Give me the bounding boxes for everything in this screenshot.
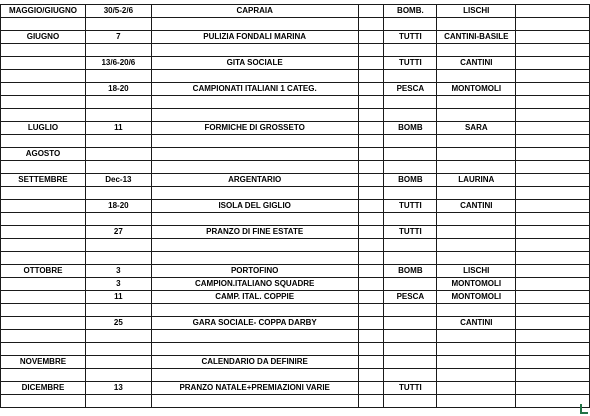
empty-cell[interactable] (516, 213, 590, 226)
month-cell[interactable]: OTTOBRE (1, 265, 86, 278)
date-cell[interactable]: 13/6-20/6 (85, 57, 151, 70)
event-cell[interactable]: PORTOFINO (151, 265, 358, 278)
blank-cell[interactable] (358, 161, 384, 174)
blank-cell[interactable] (358, 18, 384, 31)
table-row (1, 31, 590, 44)
date-cell[interactable]: 3 (85, 265, 151, 278)
month-cell[interactable] (1, 343, 86, 356)
lead-cell[interactable]: MONTOMOLI (437, 291, 516, 304)
calendar-grid (0, 4, 590, 408)
event-cell[interactable]: CAMPIONATI ITALIANI 1 CATEG. (151, 83, 358, 96)
empty-cell[interactable] (516, 148, 590, 161)
blank-cell[interactable] (358, 278, 384, 291)
event-cell[interactable] (151, 304, 358, 317)
event-cell[interactable]: CAMPION.ITALIANO SQUADRE (151, 278, 358, 291)
table-row (1, 5, 590, 18)
lead-cell[interactable]: CANTINI (437, 317, 516, 330)
event-cell[interactable]: ISOLA DEL GIGLIO (151, 200, 358, 213)
empty-cell[interactable] (516, 304, 590, 317)
event-cell[interactable]: PRANZO DI FINE ESTATE (151, 226, 358, 239)
date-cell[interactable]: 11 (85, 122, 151, 135)
lead-cell[interactable] (437, 226, 516, 239)
group-cell[interactable] (384, 109, 437, 122)
date-cell[interactable] (85, 148, 151, 161)
group-cell[interactable] (384, 278, 437, 291)
empty-cell[interactable] (516, 109, 590, 122)
month-cell[interactable] (1, 239, 86, 252)
lead-cell[interactable] (437, 135, 516, 148)
event-cell[interactable]: PULIZIA FONDALI MARINA (151, 31, 358, 44)
month-cell[interactable]: LUGLIO (1, 122, 86, 135)
table-row (1, 96, 590, 109)
group-cell[interactable] (384, 343, 437, 356)
lead-cell[interactable]: CANTINI-BASILE (437, 31, 516, 44)
event-cell[interactable] (151, 239, 358, 252)
blank-cell[interactable] (358, 70, 384, 83)
table-row (1, 382, 590, 395)
table-row (1, 369, 590, 382)
group-cell[interactable]: PESCA (384, 83, 437, 96)
date-cell[interactable]: 13 (85, 382, 151, 395)
lead-cell[interactable] (437, 161, 516, 174)
group-cell[interactable] (384, 70, 437, 83)
table-row (1, 239, 590, 252)
lead-cell[interactable] (437, 343, 516, 356)
table-row (1, 278, 590, 291)
blank-cell[interactable] (358, 369, 384, 382)
empty-cell[interactable] (516, 187, 590, 200)
date-cell[interactable]: 11 (85, 291, 151, 304)
month-cell[interactable] (1, 200, 86, 213)
month-cell[interactable]: NOVEMBRE (1, 356, 86, 369)
lead-cell[interactable]: MONTOMOLI (437, 83, 516, 96)
lead-cell[interactable] (437, 356, 516, 369)
group-cell[interactable]: TUTTI (384, 382, 437, 395)
empty-cell[interactable] (516, 200, 590, 213)
table-row (1, 148, 590, 161)
empty-cell[interactable] (516, 96, 590, 109)
empty-cell[interactable] (516, 369, 590, 382)
blank-cell[interactable] (358, 5, 384, 18)
blank-cell[interactable] (358, 265, 384, 278)
lead-cell[interactable] (437, 213, 516, 226)
blank-cell[interactable] (358, 174, 384, 187)
group-cell[interactable] (384, 330, 437, 343)
date-cell[interactable] (85, 44, 151, 57)
month-cell[interactable] (1, 109, 86, 122)
lead-cell[interactable] (437, 304, 516, 317)
blank-cell[interactable] (358, 57, 384, 70)
event-cell[interactable]: CAPRAIA (151, 5, 358, 18)
table-row (1, 57, 590, 70)
lead-cell[interactable] (437, 330, 516, 343)
table-row (1, 200, 590, 213)
event-cell[interactable] (151, 343, 358, 356)
group-cell[interactable] (384, 304, 437, 317)
event-cell[interactable]: GITA SOCIALE (151, 57, 358, 70)
table-row (1, 291, 590, 304)
table-row (1, 252, 590, 265)
event-cell[interactable] (151, 109, 358, 122)
empty-cell[interactable] (516, 161, 590, 174)
table-row (1, 187, 590, 200)
lead-cell[interactable] (437, 96, 516, 109)
empty-cell[interactable] (516, 382, 590, 395)
empty-cell[interactable] (516, 226, 590, 239)
month-cell[interactable] (1, 70, 86, 83)
month-cell[interactable] (1, 395, 86, 408)
group-cell[interactable]: TUTTI (384, 31, 437, 44)
empty-cell[interactable] (516, 83, 590, 96)
date-cell[interactable]: 3 (85, 278, 151, 291)
blank-cell[interactable] (358, 382, 384, 395)
date-cell[interactable] (85, 187, 151, 200)
lead-cell[interactable]: LISCHI (437, 265, 516, 278)
group-cell[interactable]: TUTTI (384, 200, 437, 213)
date-cell[interactable] (85, 18, 151, 31)
group-cell[interactable] (384, 135, 437, 148)
lead-cell[interactable]: CANTINI (437, 57, 516, 70)
group-cell[interactable] (384, 252, 437, 265)
group-cell[interactable] (384, 148, 437, 161)
blank-cell[interactable] (358, 226, 384, 239)
group-cell[interactable]: PESCA (384, 291, 437, 304)
event-cell[interactable] (151, 369, 358, 382)
group-cell[interactable]: BOMB (384, 122, 437, 135)
date-cell[interactable]: 7 (85, 31, 151, 44)
group-cell[interactable]: TUTTI (384, 226, 437, 239)
table-row (1, 213, 590, 226)
month-cell[interactable] (1, 317, 86, 330)
event-cell[interactable] (151, 161, 358, 174)
empty-cell[interactable] (516, 18, 590, 31)
date-cell[interactable]: 27 (85, 226, 151, 239)
event-cell[interactable] (151, 330, 358, 343)
date-cell[interactable] (85, 213, 151, 226)
group-cell[interactable]: BOMB (384, 174, 437, 187)
month-cell[interactable] (1, 18, 86, 31)
empty-cell[interactable] (516, 5, 590, 18)
lead-cell[interactable]: CANTINI (437, 200, 516, 213)
month-cell[interactable]: SETTEMBRE (1, 174, 86, 187)
month-cell[interactable] (1, 57, 86, 70)
blank-cell[interactable] (358, 135, 384, 148)
table-row (1, 304, 590, 317)
empty-cell[interactable] (516, 57, 590, 70)
date-cell[interactable] (85, 395, 151, 408)
table-row (1, 343, 590, 356)
blank-cell[interactable] (358, 44, 384, 57)
empty-cell[interactable] (516, 31, 590, 44)
table-row (1, 18, 590, 31)
lead-cell[interactable] (437, 70, 516, 83)
group-cell[interactable] (384, 356, 437, 369)
empty-cell[interactable] (516, 174, 590, 187)
event-cell[interactable] (151, 44, 358, 57)
group-cell[interactable] (384, 96, 437, 109)
lead-cell[interactable] (437, 187, 516, 200)
month-cell[interactable] (1, 135, 86, 148)
empty-cell[interactable] (516, 291, 590, 304)
resize-handle-icon[interactable] (580, 404, 588, 414)
date-cell[interactable] (85, 330, 151, 343)
table-row (1, 161, 590, 174)
table-row (1, 135, 590, 148)
empty-cell[interactable] (516, 239, 590, 252)
month-cell[interactable] (1, 291, 86, 304)
lead-cell[interactable] (437, 252, 516, 265)
date-cell[interactable]: 30/5-2/6 (85, 5, 151, 18)
month-cell[interactable] (1, 187, 86, 200)
event-cell[interactable] (151, 213, 358, 226)
date-cell[interactable]: 18-20 (85, 200, 151, 213)
event-cell[interactable] (151, 252, 358, 265)
date-cell[interactable] (85, 70, 151, 83)
date-cell[interactable] (85, 109, 151, 122)
lead-cell[interactable]: SARA (437, 122, 516, 135)
table-row (1, 70, 590, 83)
month-cell[interactable] (1, 96, 86, 109)
table-row (1, 109, 590, 122)
group-cell[interactable] (384, 161, 437, 174)
blank-cell[interactable] (358, 187, 384, 200)
table-row (1, 44, 590, 57)
month-cell[interactable] (1, 252, 86, 265)
blank-cell[interactable] (358, 122, 384, 135)
event-cell[interactable]: FORMICHE DI GROSSETO (151, 122, 358, 135)
date-cell[interactable] (85, 239, 151, 252)
blank-cell[interactable] (358, 252, 384, 265)
group-cell[interactable]: BOMB (384, 265, 437, 278)
table-row (1, 265, 590, 278)
empty-cell[interactable] (516, 252, 590, 265)
table-row (1, 317, 590, 330)
event-cell[interactable]: CALENDARIO DA DEFINIRE (151, 356, 358, 369)
event-cell[interactable]: CAMP. ITAL. COPPIE (151, 291, 358, 304)
date-cell[interactable]: 18-20 (85, 83, 151, 96)
group-cell[interactable] (384, 239, 437, 252)
event-cell[interactable] (151, 18, 358, 31)
empty-cell[interactable] (516, 343, 590, 356)
date-cell[interactable] (85, 135, 151, 148)
date-cell[interactable]: Dec-13 (85, 174, 151, 187)
blank-cell[interactable] (358, 148, 384, 161)
empty-cell[interactable] (516, 395, 590, 408)
empty-cell[interactable] (516, 356, 590, 369)
empty-cell[interactable] (516, 70, 590, 83)
event-cell[interactable] (151, 395, 358, 408)
blank-cell[interactable] (358, 291, 384, 304)
blank-cell[interactable] (358, 213, 384, 226)
date-cell[interactable] (85, 356, 151, 369)
table-row (1, 174, 590, 187)
month-cell[interactable] (1, 278, 86, 291)
month-cell[interactable]: DICEMBRE (1, 382, 86, 395)
empty-cell[interactable] (516, 135, 590, 148)
blank-cell[interactable] (358, 304, 384, 317)
event-cell[interactable] (151, 135, 358, 148)
empty-cell[interactable] (516, 265, 590, 278)
lead-cell[interactable] (437, 369, 516, 382)
event-cell[interactable] (151, 96, 358, 109)
month-cell[interactable] (1, 226, 86, 239)
blank-cell[interactable] (358, 356, 384, 369)
month-cell[interactable]: AGOSTO (1, 148, 86, 161)
date-cell[interactable] (85, 252, 151, 265)
table-row (1, 395, 590, 408)
lead-cell[interactable] (437, 382, 516, 395)
event-cell[interactable]: GARA SOCIALE- COPPA DARBY (151, 317, 358, 330)
group-cell[interactable] (384, 18, 437, 31)
month-cell[interactable] (1, 304, 86, 317)
date-cell[interactable] (85, 161, 151, 174)
lead-cell[interactable] (437, 44, 516, 57)
event-cell[interactable] (151, 187, 358, 200)
date-cell[interactable] (85, 343, 151, 356)
month-cell[interactable]: MAGGIO/GIUGNO (1, 5, 86, 18)
group-cell[interactable] (384, 187, 437, 200)
table-row (1, 83, 590, 96)
lead-cell[interactable]: LAURINA (437, 174, 516, 187)
table-row (1, 122, 590, 135)
empty-cell[interactable] (516, 122, 590, 135)
group-cell[interactable] (384, 395, 437, 408)
event-cell[interactable] (151, 148, 358, 161)
lead-cell[interactable] (437, 395, 516, 408)
event-cell[interactable] (151, 70, 358, 83)
empty-cell[interactable] (516, 330, 590, 343)
table-row (1, 356, 590, 369)
date-cell[interactable] (85, 369, 151, 382)
blank-cell[interactable] (358, 239, 384, 252)
blank-cell[interactable] (358, 317, 384, 330)
date-cell[interactable]: 25 (85, 317, 151, 330)
group-cell[interactable] (384, 317, 437, 330)
empty-cell[interactable] (516, 44, 590, 57)
group-cell[interactable]: TUTTI (384, 57, 437, 70)
blank-cell[interactable] (358, 395, 384, 408)
month-cell[interactable] (1, 330, 86, 343)
month-cell[interactable] (1, 83, 86, 96)
lead-cell[interactable]: LISCHI (437, 5, 516, 18)
lead-cell[interactable] (437, 18, 516, 31)
date-cell[interactable] (85, 304, 151, 317)
empty-cell[interactable] (516, 278, 590, 291)
event-cell[interactable]: ARGENTARIO (151, 174, 358, 187)
date-cell[interactable] (85, 96, 151, 109)
empty-cell[interactable] (516, 317, 590, 330)
group-cell[interactable] (384, 213, 437, 226)
blank-cell[interactable] (358, 83, 384, 96)
table-row (1, 330, 590, 343)
group-cell[interactable]: BOMB. (384, 5, 437, 18)
blank-cell[interactable] (358, 31, 384, 44)
blank-cell[interactable] (358, 109, 384, 122)
lead-cell[interactable] (437, 148, 516, 161)
event-cell[interactable]: PRANZO NATALE+PREMIAZIONI VARIE (151, 382, 358, 395)
month-cell[interactable] (1, 44, 86, 57)
lead-cell[interactable] (437, 109, 516, 122)
lead-cell[interactable] (437, 239, 516, 252)
blank-cell[interactable] (358, 330, 384, 343)
blank-cell[interactable] (358, 96, 384, 109)
month-cell[interactable] (1, 213, 86, 226)
blank-cell[interactable] (358, 343, 384, 356)
month-cell[interactable] (1, 369, 86, 382)
group-cell[interactable] (384, 369, 437, 382)
lead-cell[interactable]: MONTOMOLI (437, 278, 516, 291)
month-cell[interactable] (1, 161, 86, 174)
group-cell[interactable] (384, 44, 437, 57)
table-row (1, 226, 590, 239)
blank-cell[interactable] (358, 200, 384, 213)
month-cell[interactable]: GIUGNO (1, 31, 86, 44)
